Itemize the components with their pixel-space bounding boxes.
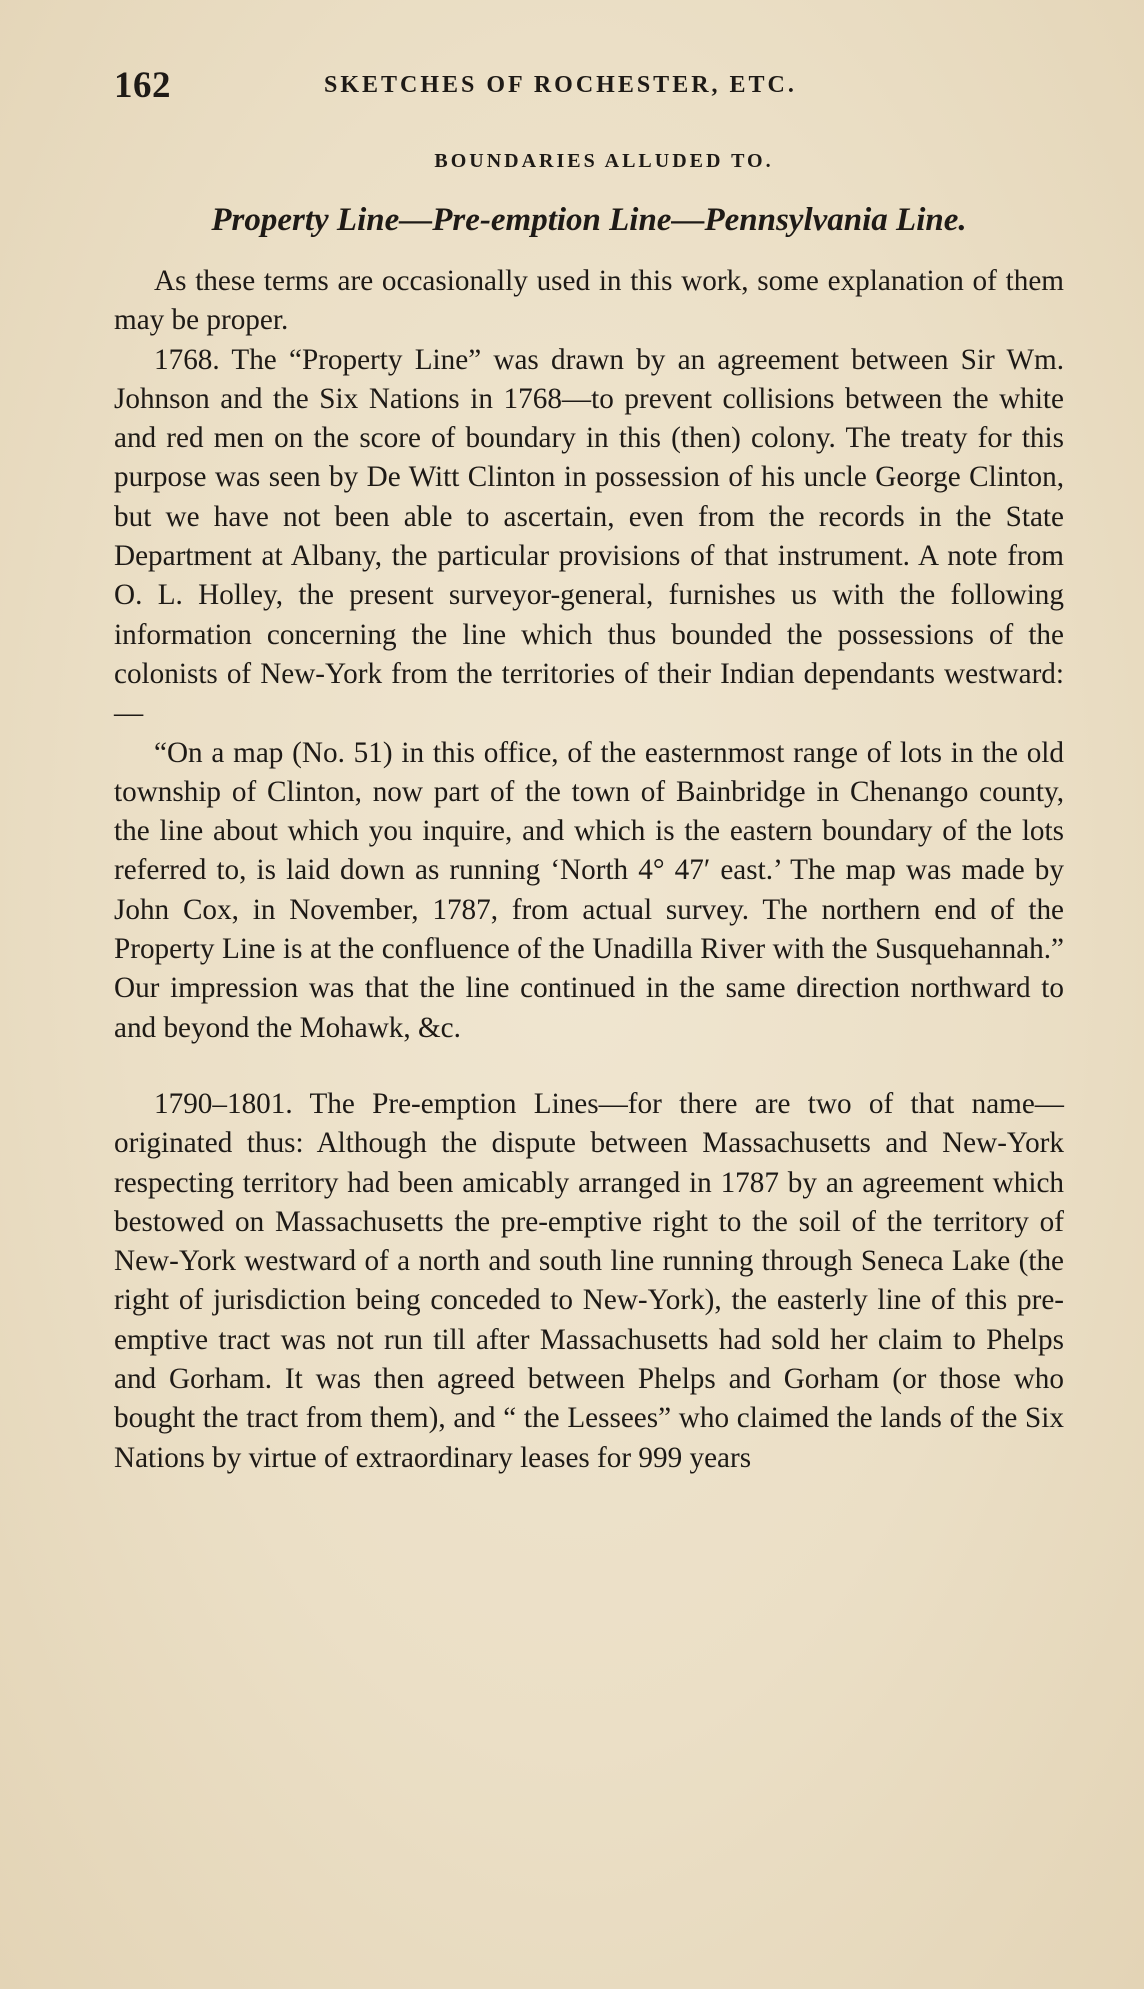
- paragraph-pre-emption-lines: 1790–1801. The Pre-emption Lines—for there are two of that name—originated thus: Although the dispute between Massachusetts and New-York respecting territory had been amicably arranged in 1787 by an agreement which bestowed on Massachusetts the pre-emptive right to the soil of the territory of New-York westward of a north and south line running through Seneca Lake (the right of jurisdiction being conceded to New-York), the easterly line of this pre-emptive tract was not run till after Massachusetts had sold her claim to Phelps and Gorham. It was then agreed between Phelps and Gorham (or those who bought the tract from them), and “ the Lessees” who claimed the lands of the Six Nations by virtue of extraordinary leases for 999 years: [114, 1087, 1064, 1474]
- section-subtitle: Property Line—Pre-emption Line—Pennsylvania Line.: [211, 202, 967, 238]
- body-text: [114, 262, 1064, 1478]
- paragraph-terms-intro: As these terms are occasionally used in this work, some explanation of them may be proper.: [114, 265, 1064, 337]
- page-header: [114, 64, 1064, 114]
- paragraph-map-quote: “On a map (No. 51) in this office, of the easternmost range of lots in the old township of Clinton, now part of the town of Bainbridge in Chenango county, the line about which you inquire, and which is the eastern boundary of the lots referred to, is laid down as running ‘North 4° 47′ east.’ The map was made by John Cox, in November, 1787, from actual survey. The northern end of the Property Line is at the confluence of the Unadilla River with the Susquehannah.” Our impression was that the line continued in the same direction northward to and beyond the Mohawk, &c.: [114, 736, 1064, 1044]
- section-heading: BOUNDARIES ALLUDED TO.: [434, 150, 774, 172]
- paragraph-property-line: 1768. The “Property Line” was drawn by an agreement between Sir Wm. Johnson and the Six Nations in 1768—to prevent collisions between the white and red men on the score of boundary in this (then) colony. The treaty for this purpose was seen by De Witt Clinton in possession of his uncle George Clinton, but we have not been able to ascertain, even from the records in the State Department at Albany, the particular provisions of that instrument. A note from O. L. Holley, the present surveyor-general, furnishes us with the following information concerning the line which thus bounded the possessions of the colonists of New-York from the territories of their Indian dependants westward:—: [114, 343, 1064, 730]
- running-title: SKETCHES OF ROCHESTER, ETC.: [324, 72, 797, 98]
- page-number: 162: [114, 65, 171, 106]
